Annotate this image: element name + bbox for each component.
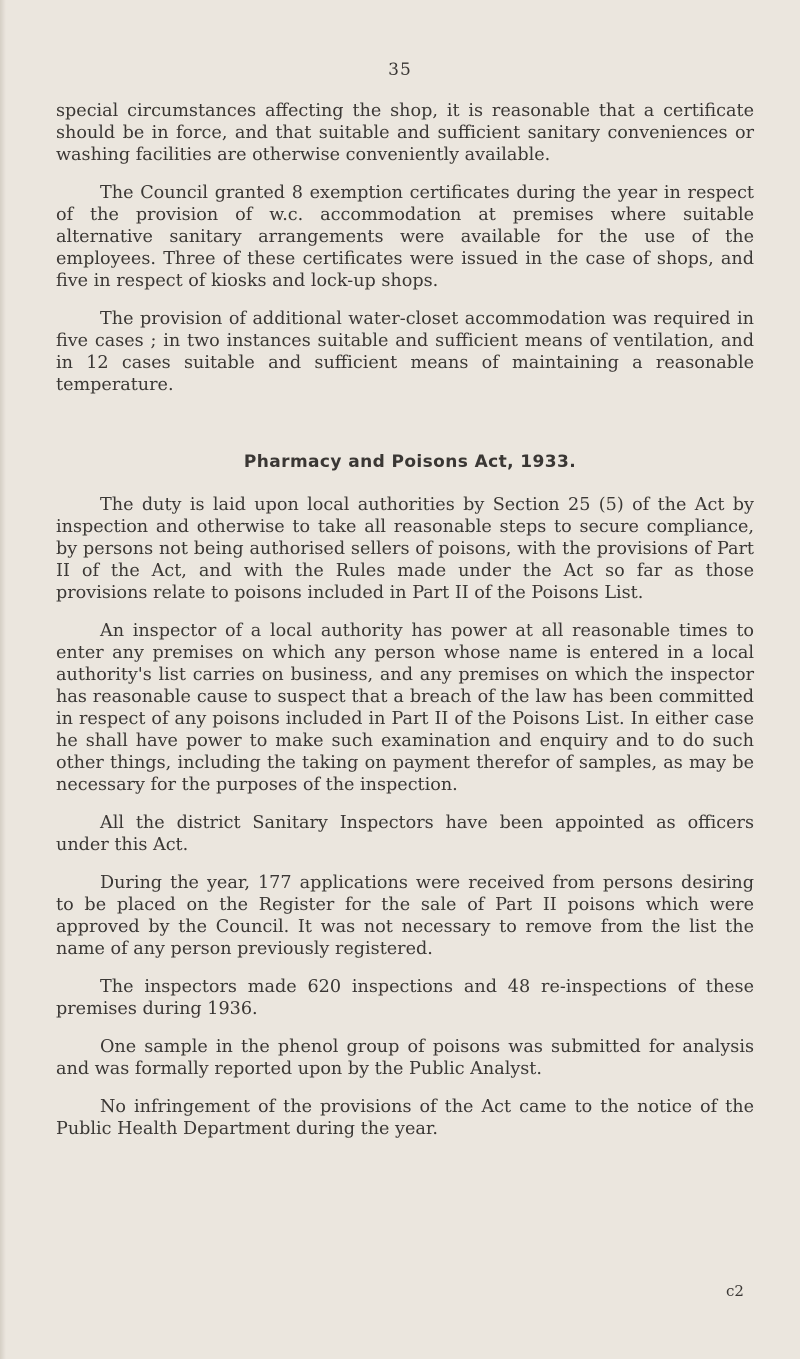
- section-paragraph-5: The inspectors made 620 inspections and 48 re-inspections of these premises during 1936.: [56, 977, 754, 1019]
- section-paragraph-7: No infringement of the provisions of the Act came to the notice of the Public Health Department during the year.: [56, 1097, 754, 1139]
- signature-mark: c2: [726, 1282, 744, 1300]
- intro-paragraph-3: The provision of additional water-closet accommodation was required in five cases ; in two instances suitable and sufficient means of ventilation, and in 12 cases suitable and sufficient means of maintaining a reasonable temperature.: [56, 309, 754, 395]
- section-heading: Pharmacy and Poisons Act, 1933.: [243, 452, 577, 472]
- section-paragraph-3: All the district Sanitary Inspectors have been appointed as officers under this Act.: [56, 813, 754, 855]
- section-paragraph-2: An inspector of a local authority has power at all reasonable times to enter any premises on which any person whose name is entered in a local authority's list carries on business, and any premises on which the inspector has reasonable cause to suspect that a breach of the law has been committed in respect of any poisons included in Part II of the Poisons List. In either case he shall have power to make such examination and enquiry and to do such other things, including the taking on payment therefor of samples, as may be necessary for the purposes of the inspection.: [56, 621, 754, 795]
- section-paragraph-6: One sample in the phenol group of poisons was submitted for analysis and was formally reported upon by the Public Analyst.: [56, 1037, 754, 1079]
- page-number: 35: [388, 60, 412, 80]
- page-edge-shadow: [0, 0, 6, 1359]
- section-paragraph-4: During the year, 177 applications were received from persons desiring to be placed on the Register for the sale of Part II poisons which were approved by the Council. It was not necessary to remove from the list the name of any person previously registered.: [56, 873, 754, 959]
- intro-paragraph-1: special circumstances affecting the shop, it is reasonable that a certificate should be in force, and that suitable and sufficient sanitary conveniences or washing facilities are otherwise conveniently available.: [56, 101, 754, 165]
- page-body: [56, 100, 754, 1156]
- section-spacer: [56, 412, 754, 452]
- intro-paragraph-2: The Council granted 8 exemption certificates during the year in respect of the provision of w.c. accommodation at premises where suitable alternative sanitary arrangements were available for the use of the employees. Three of these certificates were issued in the case of shops, and five in respect of kiosks and lock-up shops.: [56, 183, 754, 291]
- section-paragraph-1: The duty is laid upon local authorities by Section 25 (5) of the Act by inspection and otherwise to take all reasonable steps to secure compliance, by persons not being authorised sellers of poisons, with the provisions of Part II of the Act, and with the Rules made under the Act so far as those provisions relate to poisons included in Part II of the Poisons List.: [56, 495, 754, 603]
